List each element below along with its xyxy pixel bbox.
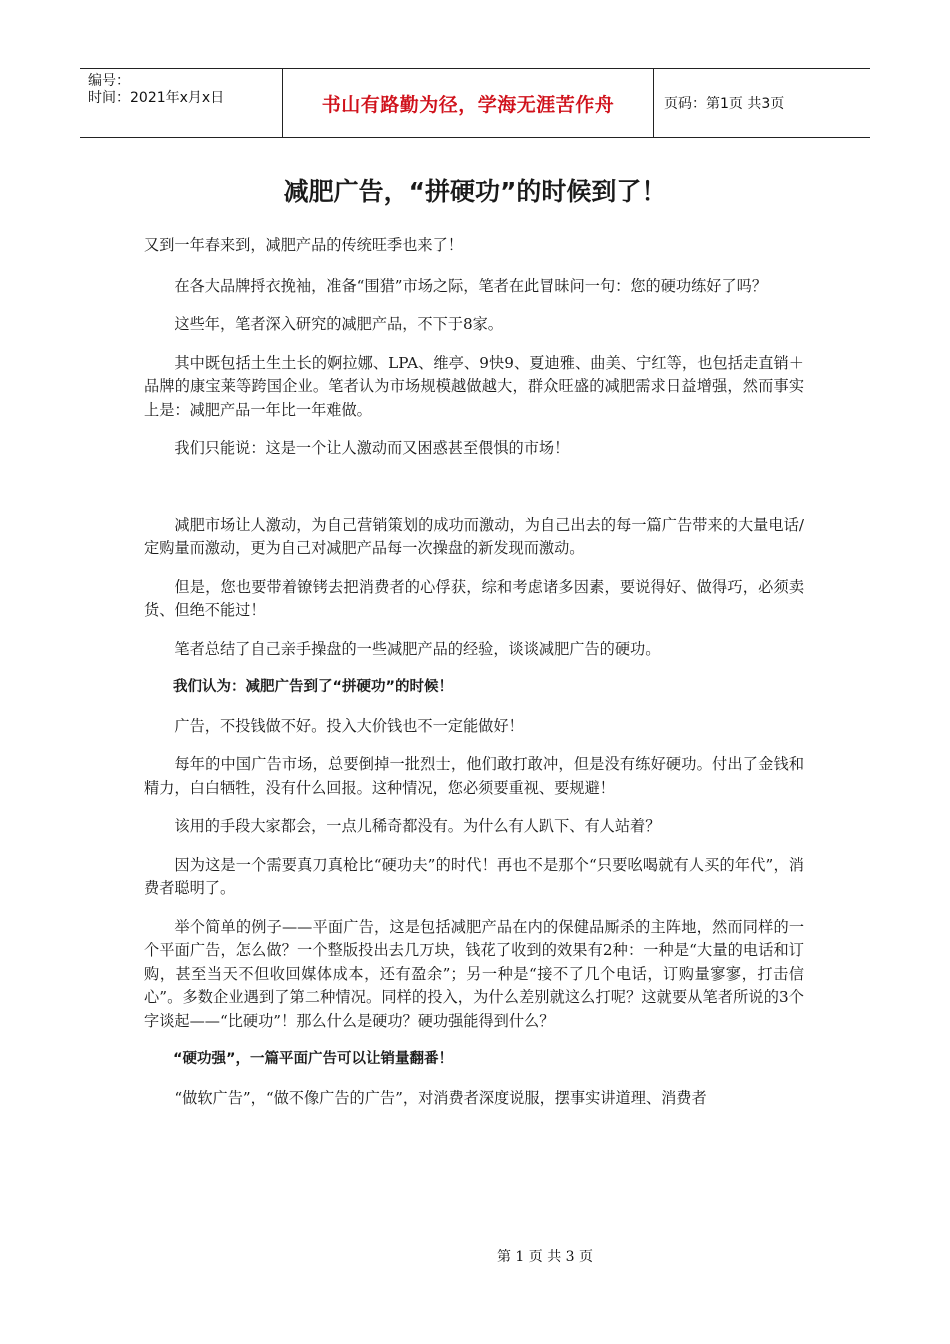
paragraph: 这些年，笔者深入研究的减肥产品，不下于8家。 [174,315,503,333]
header-motto: 书山有路勤为径，学海无涯苦作舟 [282,69,654,137]
time-label: 时间：2021年x月x日 [88,90,225,106]
paragraph: 但是，您也要带着镣铐去把消费者的心俘获，综和考虑诸多因素，要说得好、做得巧，必须卖货、但绝不能过！ [144,577,804,619]
paragraph: 我们只能说：这是一个让人激动而又困惑甚至偎惧的市场！ [174,439,570,457]
article-body [144,234,804,1110]
article-title: 减肥广告，“拼硬功”的时候到了！ [283,177,667,206]
header-meta [80,69,282,137]
page-footer: 第 1 页 共 3 页 [496,1249,594,1265]
document-header [80,68,870,138]
number-label: 编号： [88,73,130,89]
header-page-label: 页码：第1页 共3页 [664,96,785,112]
paragraph: 因为这是一个需要真刀真枪比“硬功夫”的时代！再也不是那个“只要吆喝就有人买的年代”，消费者聪明了。 [144,855,804,897]
section-heading: “硬功强”，一篇平面广告可以让销量翻番！ [173,1051,454,1067]
paragraph: 笔者总结了自己亲手操盘的一些减肥产品的经验，谈谈减肥广告的硬功。 [174,639,661,658]
paragraph: “做软广告”，“做不像广告的广告”，对消费者深度说服，摆事实讲道理、消费者 [174,1088,707,1107]
paragraph: 在各大品牌捋衣挽袖，准备“围猎”市场之际，笔者在此冒昧问一句：您的硬功练好了吗？ [174,276,768,295]
section-heading: 我们认为：减肥广告到了“拼硬功”的时候！ [173,679,454,695]
paragraph: 每年的中国广告市场，总要倒掉一批烈士，他们敢打敢冲，但是没有练好硬功。付出了金钱和精力，白白牺牲，没有什么回报。这种情况，您必须要重视、要规避！ [144,755,804,797]
paragraph: 其中既包括土生土长的婀拉娜、LPA、维亭、9快9、夏迪雅、曲美、宁红等，也包括走直销＋品牌的康宝莱等跨国企业。笔者认为市场规模越做越大，群众旺盛的减肥需求日益增强，然而事实上是：减肥产品一年比一年难做。 [144,353,804,419]
paragraph: 举个简单的例子——平面广告，这是包括减肥产品在内的保健品厮杀的主阵地，然而同样的一个平面广告，怎么做？一个整版投出去几万块，钱花了收到的效果有2种：一种是“大量的电话和订购，甚至当天不但收回媒体成本，还有盈余”；另一种是“接不了几个电话，订购量寥寥，打击信心”。多数企业遇到了第二种情况。同样的投入，为什么差别就这么打呢？这就要从笔者所说的3个字谈起——“比硬功”！那么什么是硬功？硬功强能得到什么？ [144,917,804,1030]
paragraph: 又到一年春来到，减肥产品的传统旺季也来了！ [144,236,463,254]
paragraph: 减肥市场让人激动，为自己营销策划的成功而激动，为自己出去的每一篇广告带来的大量电话/定购量而激动，更为自己对减肥产品每一次操盘的新发现而激动。 [144,515,804,557]
paragraph: 广告，不投钱做不好。投入大价钱也不一定能做好！ [174,716,524,735]
paragraph: 该用的手段大家都会，一点儿稀奇都没有。为什么有人趴下、有人站着？ [174,817,661,835]
